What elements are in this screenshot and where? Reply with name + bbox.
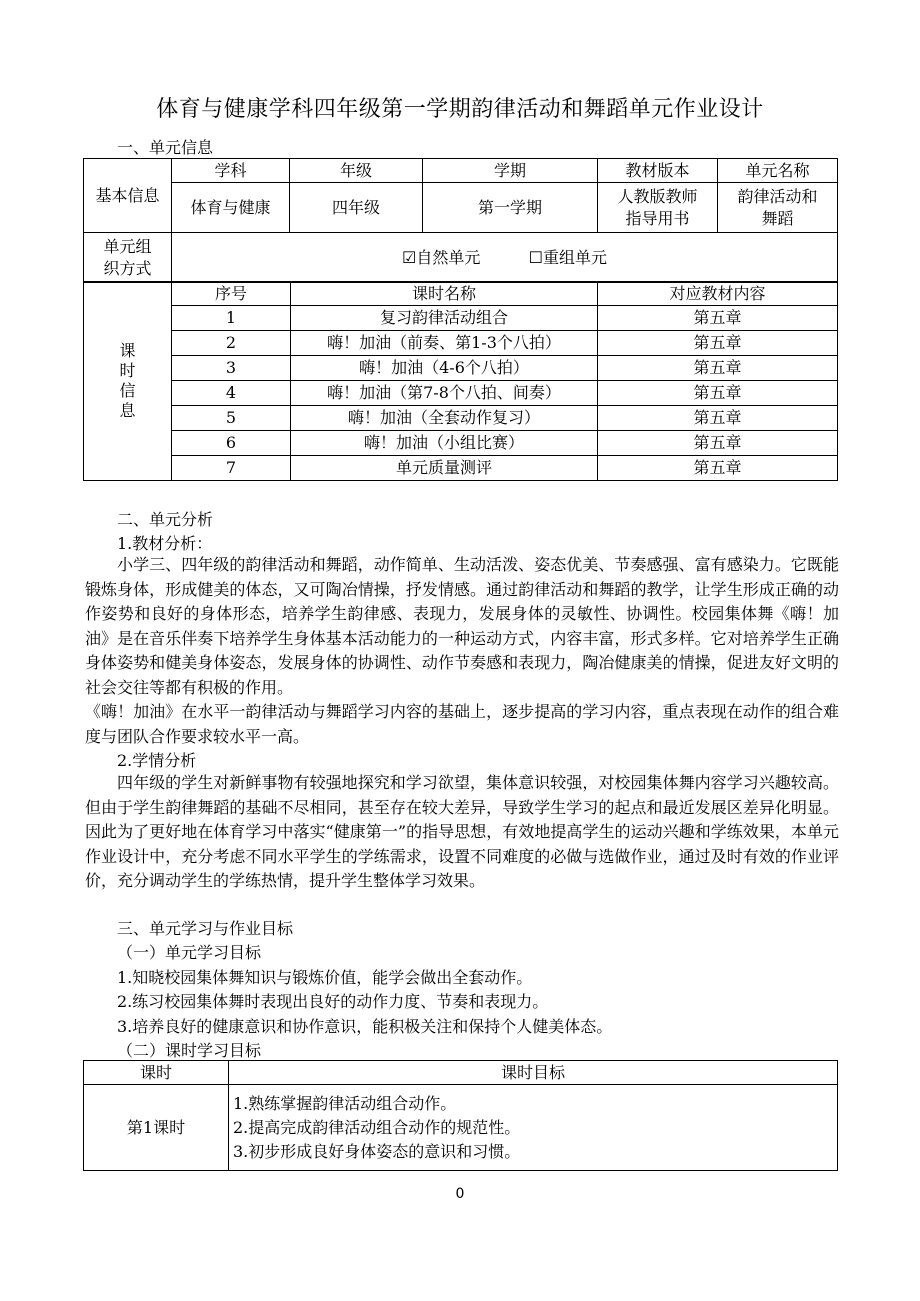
goal-header-goals: 课时目标 [229,1061,838,1085]
lesson-header-no: 序号 [172,282,291,306]
lesson-content: 第五章 [598,331,838,356]
value-subject: 体育与健康 [172,183,290,233]
natural-unit-checkbox[interactable]: ☑自然单元 [402,247,481,267]
goal-list [229,1085,838,1171]
lesson-no: 5 [172,406,291,431]
lesson-name: 嗨！加油（小组比赛） [291,431,598,456]
lesson-row [84,381,838,406]
section-1-heading: 一、单元信息 [117,138,214,157]
value-term: 第一学期 [423,183,598,233]
lesson-no: 1 [172,306,291,331]
lesson-row [84,406,838,431]
unit-info-table [83,158,838,283]
lesson-row [84,356,838,381]
goal-item: 1.熟练掌握韵律活动组合动作。 [233,1093,457,1113]
unit-goals-heading: （一）单元学习目标 [117,943,262,962]
goal-header-lesson: 课时 [84,1061,229,1085]
student-analysis-paragraph: 四年级的学生对新鲜事物有较强地探究和学习欲望，集体意识较强，对校园集体舞内容学习兴趣较高。但由于学生韵律舞蹈的基础不尽相同，甚至存在较大差异，导致学生学习的起点和最近发展区差异化明显。因此为了更好地在体育学习中落实“健康第一”的指导思想，有效地提高学生的运动兴趣和学练效果，本单元作业设计中，充分考虑不同水平学生的学练需求，设置不同难度的必做与选做作业，通过及时有效的作业评价，充分调动学生的学练热情，提升学生整体学习效果。 [85,773,839,891]
lesson-name: 嗨！加油（第7-8个八拍、间奏） [291,381,598,406]
lesson-name: 嗨！加油（前奏、第1-3个八拍） [291,331,598,356]
lesson-name: 单元质量测评 [291,456,598,481]
header-unit-name: 单元名称 [718,159,838,183]
goal-item: 3.初步形成良好身体姿态的意识和习惯。 [233,1141,521,1161]
lesson-row [84,306,838,331]
value-textbook: 人教版教师指导用书 [598,183,718,233]
lesson-content: 第五章 [598,306,838,331]
unit-goal-item: 1.知晓校园集体舞知识与锻炼价值，能学会做出全套动作。 [117,968,533,987]
lesson-info-label: 课时信息 [84,282,172,481]
lesson-no: 7 [172,456,291,481]
lesson-name: 嗨！加油（4-6个八拍） [291,356,598,381]
lesson-name: 复习韵律活动组合 [291,306,598,331]
lesson-info-table [83,281,838,481]
page-number: 0 [455,1186,465,1202]
lesson-content: 第五章 [598,356,838,381]
lesson-content: 第五章 [598,406,838,431]
lesson-no: 6 [172,431,291,456]
unit-goal-item: 3.培养良好的健康意识和协作意识，能积极关注和保持个人健美体态。 [117,1017,613,1036]
material-analysis-paragraph-2: 《嗨！加油》在水平一韵律活动与舞蹈学习内容的基础上，逐步提高的学习内容，重点表现在动作的组合难度与团队合作要求较水平一高。 [85,702,839,746]
header-grade: 年级 [290,159,423,183]
header-textbook: 教材版本 [598,159,718,183]
header-term: 学期 [423,159,598,183]
lesson-row [84,431,838,456]
lesson-no: 2 [172,331,291,356]
goal-lesson-label: 第1课时 [84,1085,229,1171]
lesson-content: 第五章 [598,431,838,456]
lesson-no: 4 [172,381,291,406]
lesson-no: 3 [172,356,291,381]
header-subject: 学科 [172,159,290,183]
basic-info-label: 基本信息 [84,159,172,233]
value-grade: 四年级 [290,183,423,233]
lesson-row [84,456,838,481]
lesson-row [84,331,838,356]
student-analysis-heading: 2.学情分析 [117,751,197,770]
org-options [172,233,838,283]
lesson-goals-table [83,1060,838,1171]
page-title: 体育与健康学科四年级第一学期韵律活动和舞蹈单元作业设计 [156,97,764,122]
lesson-header-content: 对应教材内容 [598,282,838,306]
lesson-content: 第五章 [598,456,838,481]
material-analysis-heading: 1.教材分析： [117,534,213,553]
section-3-heading: 三、单元学习与作业目标 [117,919,294,938]
value-unit-name: 韵律活动和舞蹈 [718,183,838,233]
material-analysis-paragraph: 小学三、四年级的韵律活动和舞蹈，动作简单、生动活泼、姿态优美、节奏感强、富有感染力。它既能锻炼身体，形成健美的体态，又可陶冶情操，抒发情感。通过韵律活动和舞蹈的教学，让学生形成正确的动作姿势和良好的身体形态，培养学生韵律感、表现力，发展身体的灵敏性、协调性。校园集体舞《嗨！加油》是在音乐伴奏下培养学生身体基本活动能力的一种运动方式，内容丰富，形式多样。它对培养学生正确身体姿势和健美身体姿态，发展身体的协调性、动作节奏感和表现力，陶冶健康美的情操，促进友好文明的社会交往等都有积极的作用。 [85,555,839,697]
lesson-header-name: 课时名称 [291,282,598,306]
lesson-content: 第五章 [598,381,838,406]
lesson-goals-heading: （二）课时学习目标 [117,1041,262,1060]
regroup-unit-checkbox[interactable]: ☐重组单元 [528,247,607,267]
unit-goal-item: 2.练习校园集体舞时表现出良好的动作力度、节奏和表现力。 [117,992,549,1011]
lesson-name: 嗨！加油（全套动作复习） [291,406,598,431]
section-2-heading: 二、单元分析 [117,510,214,529]
goal-item: 2.提高完成韵律活动组合动作的规范性。 [233,1117,521,1137]
org-label: 单元组织方式 [84,233,172,283]
